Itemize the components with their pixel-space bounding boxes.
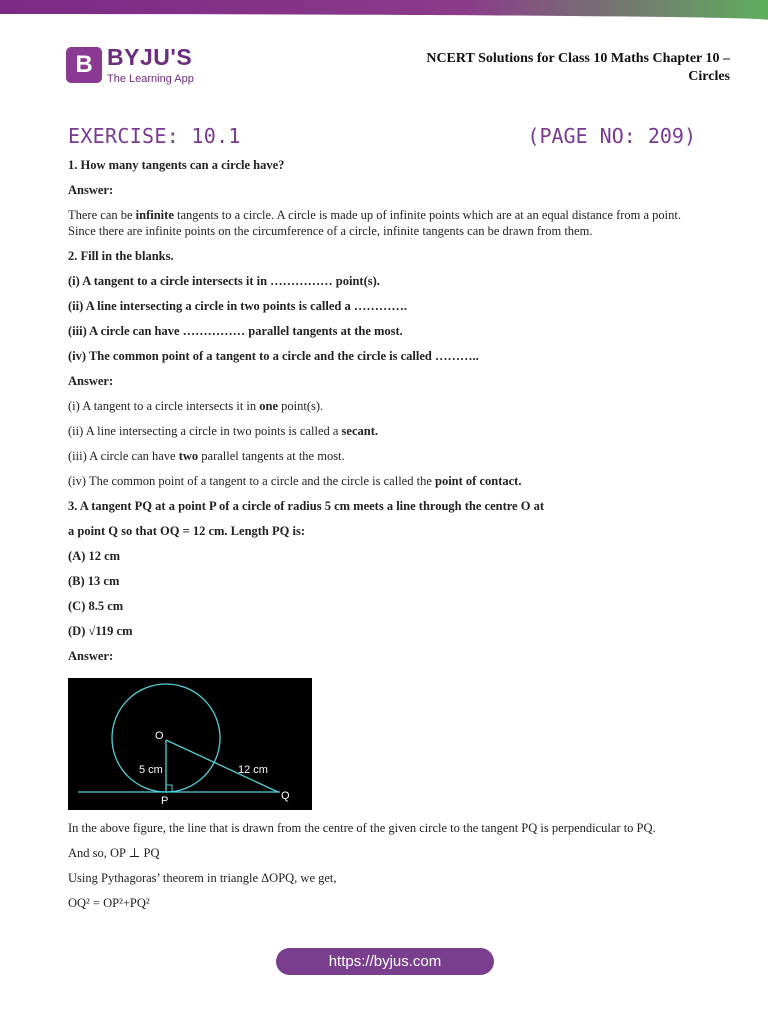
footer-url-link[interactable]: https://byjus.com (276, 948, 494, 975)
tangent-diagram (68, 678, 312, 810)
label-oq: 12 cm (238, 764, 268, 776)
answer-1: There can be infinite tangents to a circle. A circle is made up of infinite points which are at an equal distance from a point. Since there are infinite points on the circumference of a circle, infinite tangents can be drawn from them. (68, 208, 682, 238)
question-2-part-iii: (iii) A circle can have …………… parallel tangents at the most. (68, 324, 403, 338)
brand-tagline: The Learning App (107, 73, 194, 85)
option-a: (A) 12 cm (68, 549, 121, 563)
brand-name: BYJU'S (107, 44, 193, 70)
label-o: O (155, 730, 164, 742)
explanation-1: In the above figure, the line that is drawn from the centre of the given circle to the tangent PQ is perpendicular to PQ. (68, 821, 656, 835)
option-d: (D) √119 cm (68, 624, 133, 638)
document-title (426, 50, 730, 86)
answer-2-iv: (iv) The common point of a tangent to a circle and the circle is called the point of contact. (68, 474, 522, 488)
exercise-heading: EXERCISE: 10.1 (68, 124, 241, 148)
answer-label-1: Answer: (68, 183, 114, 197)
label-radius: 5 cm (139, 764, 163, 776)
label-q: Q (281, 790, 290, 802)
answer-2-i: (i) A tangent to a circle intersects it in one point(s). (68, 399, 324, 413)
explanation-4: OQ² = OP²+PQ² (68, 896, 150, 910)
byjus-logo (66, 44, 194, 85)
answer-label-3: Answer: (68, 649, 114, 663)
label-p: P (161, 795, 169, 807)
question-2-part-iv: (iv) The common point of a tangent to a circle and the circle is called ……….. (68, 349, 479, 363)
answer-2-ii: (ii) A line intersecting a circle in two points is called a secant. (68, 424, 378, 438)
answer-2-iii: (iii) A circle can have two parallel tangents at the most. (68, 449, 345, 463)
answer-label-2: Answer: (68, 374, 114, 388)
question-2-part-i: (i) A tangent to a circle intersects it in …………… point(s). (68, 274, 380, 288)
explanation-block (68, 820, 708, 920)
explanation-3: Using Pythagoras’ theorem in triangle ΔOPQ, we get, (68, 871, 337, 885)
right-angle-mark (166, 785, 172, 792)
explanation-2: And so, OP ⊥ PQ (68, 846, 160, 860)
question-2: 2. Fill in the blanks. (68, 249, 174, 263)
logo-mark-icon: B (66, 47, 102, 83)
option-c: (C) 8.5 cm (68, 599, 124, 613)
question-3-line1: 3. A tangent PQ at a point P of a circle of radius 5 cm meets a line through the centre O at (68, 499, 544, 513)
question-1: 1. How many tangents can a circle have? (68, 158, 285, 172)
document-title-line2: Circles (688, 69, 730, 84)
question-3-line2: a point Q so that OQ = 12 cm. Length PQ is: (68, 524, 305, 538)
option-b: (B) 13 cm (68, 574, 120, 588)
document-body (68, 157, 708, 664)
document-title-line1: NCERT Solutions for Class 10 Maths Chapter 10 – (426, 51, 730, 66)
tangent-figure (68, 678, 312, 810)
question-2-part-ii: (ii) A line intersecting a circle in two points is called a …………. (68, 299, 407, 313)
page-number: (PAGE NO: 209) (527, 124, 696, 148)
